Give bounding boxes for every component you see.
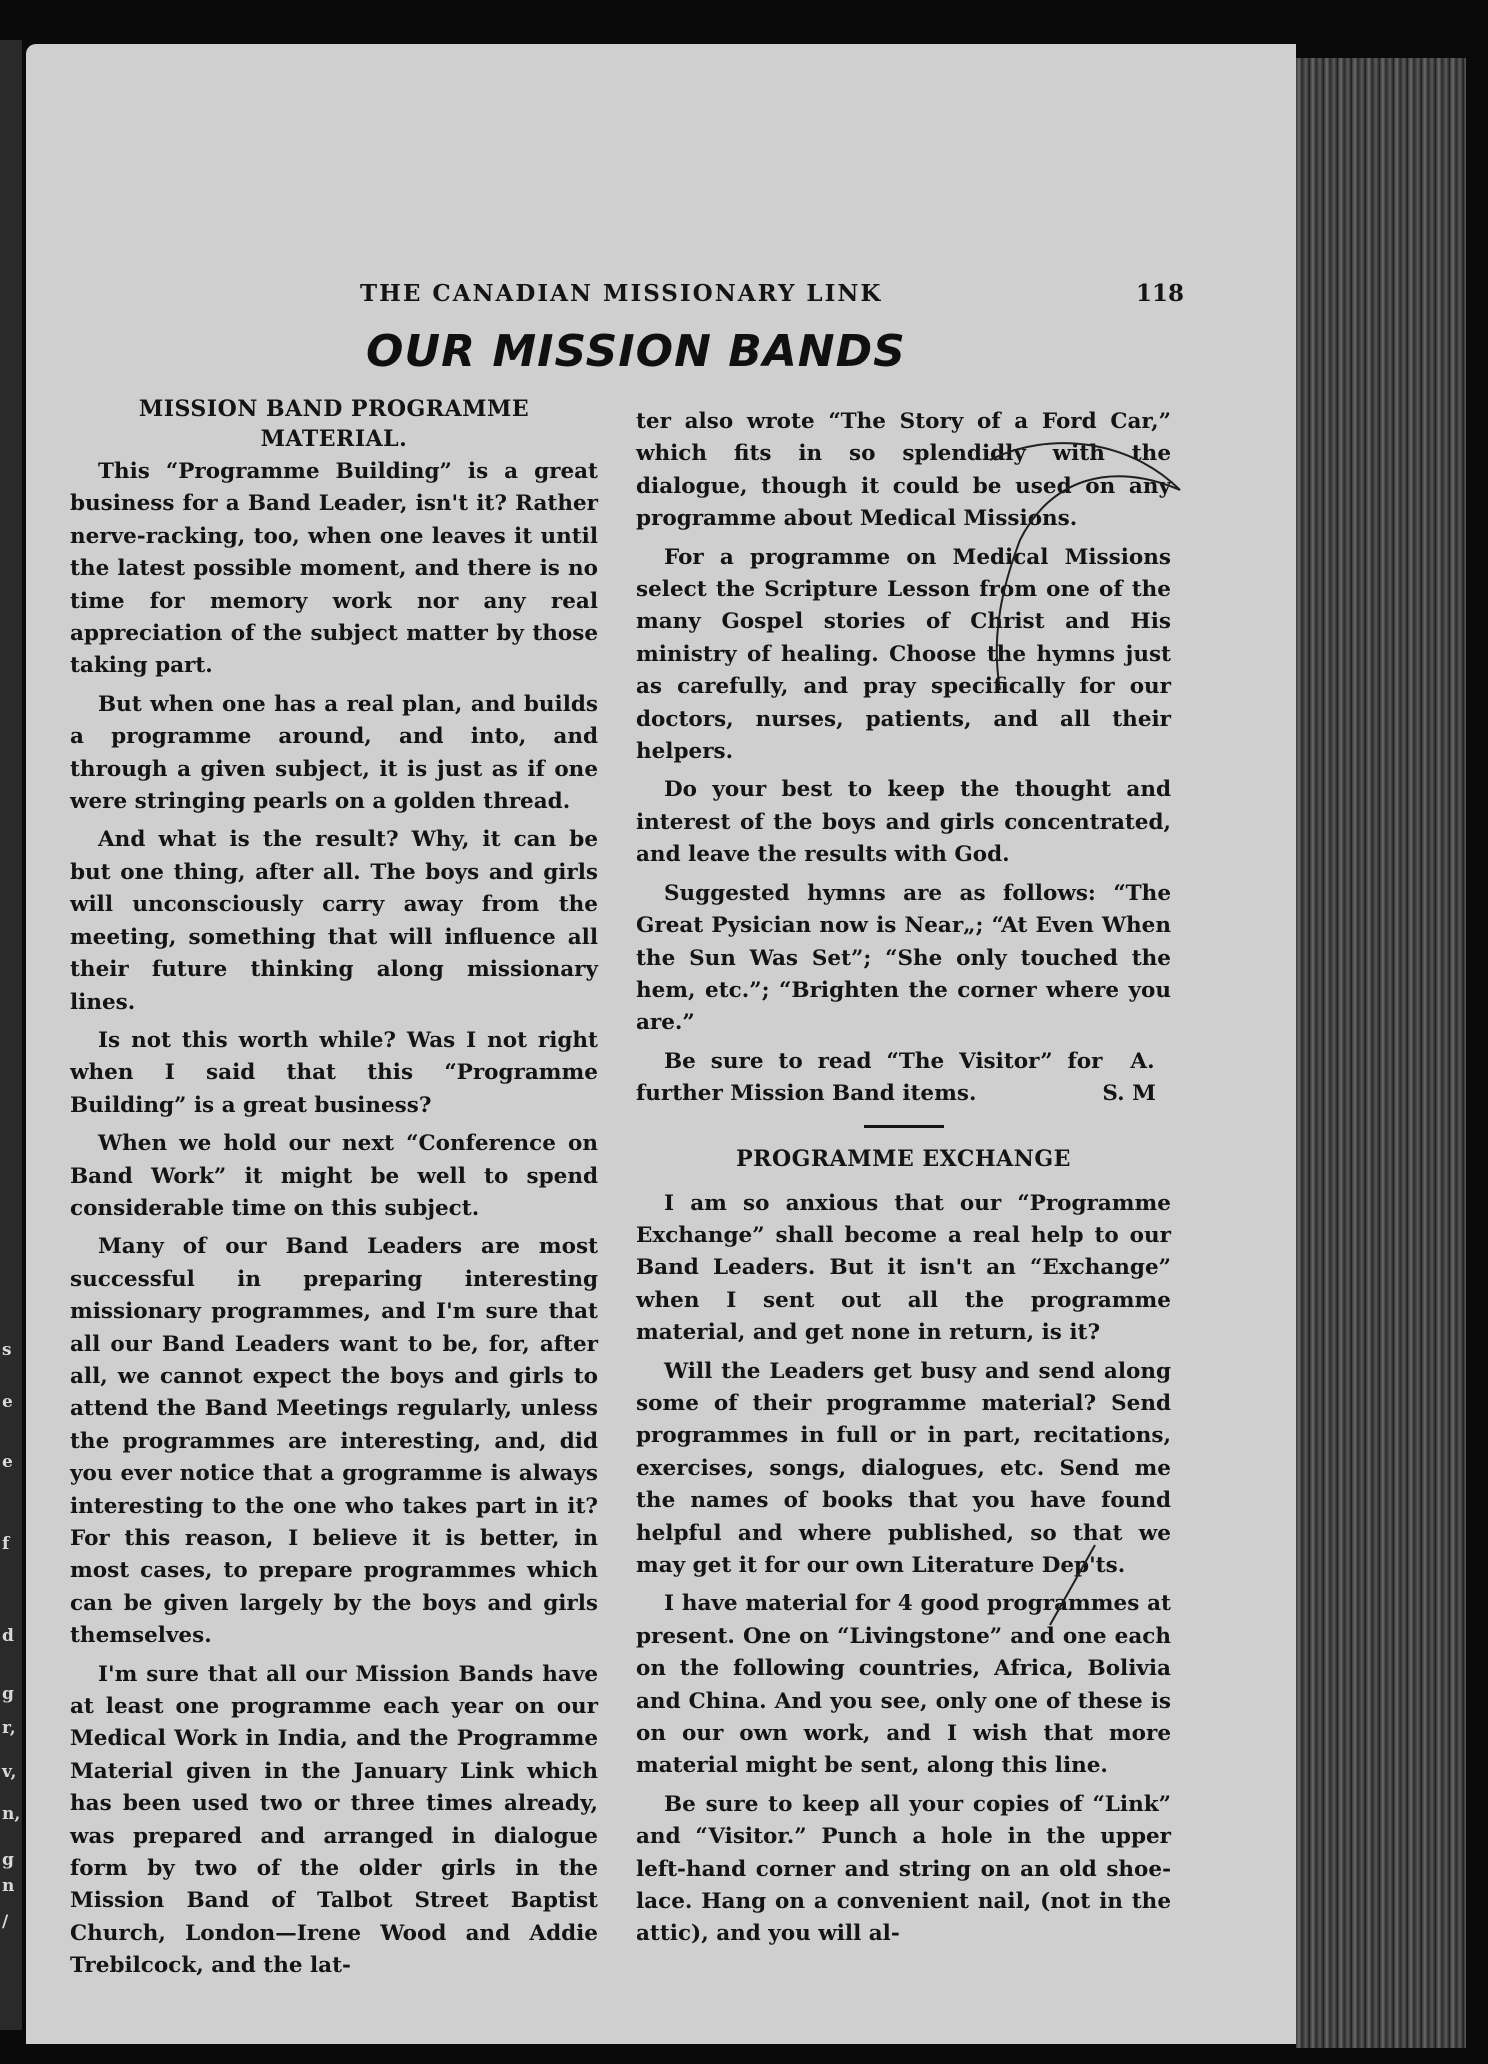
paragraph: Be sure to read “The Visitor” for further Mission Band items. <box>636 1048 1103 1107</box>
margin-fragment: / <box>2 1912 9 1932</box>
margin-fragment: g <box>2 1684 14 1704</box>
paragraph: Suggested hymns are as follows: “The Great Pysician now is Near„; “At Even When the Sun Was Set”; “She only touched the hem, etc.”; “Brighten the corner where you are.” <box>636 880 1171 1036</box>
margin-fragment: e <box>2 1392 13 1412</box>
article-title: PROGRAMME EXCHANGE <box>736 1145 1071 1172</box>
book-spine <box>1296 58 1466 2048</box>
margin-fragment: s <box>2 1340 12 1360</box>
margin-fragment: g <box>2 1850 14 1870</box>
paragraph: I'm sure that all our Mission Bands have at least one programme each year on our Medical Work in India, and the Programme Material given in the January Link which has been used two or three times already, was prepared and arranged in dialogue form by two of the older girls in the Mission Band of Talbot Street Baptist Church, London—Irene Wood and Addie Trebilcock, and the lat- <box>70 1661 598 1979</box>
right-column <box>636 406 1171 1957</box>
paragraph: But when one has a real plan, and builds a programme around, and into, and through a given subject, it is just as if one were stringing pearls on a golden thread. <box>70 691 598 815</box>
section-title: OUR MISSION BANDS <box>366 326 906 377</box>
closing-paragraph <box>636 1046 1171 1111</box>
margin-fragment: d <box>2 1626 14 1646</box>
scanned-page <box>26 44 1296 2044</box>
left-column <box>70 394 598 1989</box>
margin-fragment: f <box>2 1534 10 1554</box>
paragraph: Many of our Band Leaders are most successful in preparing interesting missionary programmes, and I'm sure that all our Band Leaders want to be, for, after all, we cannot expect the boys and girls to attend the Band Meetings regularly, unless the programmes are interesting, and, did you ever notice that a grogramme is always interesting to the one who takes part in it? For this reason, I believe it is better, in most cases, to prepare programmes which can be given largely by the boys and girls themselves. <box>70 1234 598 1649</box>
paragraph: Be sure to keep all your copies of “Link” and “Visitor.” Punch a hole in the upper left-hand corner and string on an old shoe-lace. Hang on a convenient nail, (not in the attic), and you will al- <box>636 1791 1171 1947</box>
paragraph: When we hold our next “Conference on Band Work” it might be well to spend considerable time on this subject. <box>70 1131 598 1221</box>
paragraph: Do your best to keep the thought and interest of the boys and girls concentrated, and leave the results with God. <box>636 777 1171 868</box>
running-title: THE CANADIAN MISSIONARY LINK <box>360 280 883 307</box>
page-number: 118 <box>1136 280 1185 307</box>
signature: A. S. M <box>1102 1048 1156 1107</box>
margin-fragment: e <box>2 1452 13 1472</box>
paragraph: For a programme on Medical Missions select the Scripture Lesson from one of the many Gospel stories of Christ and His ministry of healing. Choose the hymns just as carefully, and pray specifically for our doctors, nurses, patients, and all their helpers. <box>636 544 1171 765</box>
margin-fragment: n <box>2 1876 15 1896</box>
adjacent-page-edge <box>0 40 22 2030</box>
paragraph: Will the Leaders get busy and send along some of their programme material? Send programmes in full or in part, recitations, exercises, songs, dialogues, etc. Send me the names of books that you have found helpful and where published, so that we may get it for our own Literature Dep'ts. <box>636 1358 1171 1578</box>
divider <box>864 1125 944 1128</box>
paragraph: And what is the result? Why, it can be but one thing, after all. The boys and girls will unconsciously carry away from the meeting, something that will influence all their future thinking along missionary lines. <box>70 827 598 1015</box>
paragraph: I have material for 4 good programmes at present. One on “Livingstone” and one each on the following countries, Africa, Bolivia and China. And you see, only one of these is on our own work, and I wish that more material might be sent, along this line. <box>636 1591 1171 1779</box>
article-title: MISSION BAND PROGRAMME MATERIAL. <box>138 396 530 452</box>
margin-fragment: r, <box>2 1718 16 1738</box>
paragraph: I am so anxious that our “Programme Exchange” shall become a real help to our Band Leaders. But it isn't an “Exchange” when I sent out all the programme material, and get none in return, is it? <box>636 1190 1171 1346</box>
paragraph: Is not this worth while? Was I not right when I said that this “Programme Building” is a great business? <box>70 1027 598 1118</box>
paragraph: ter also wrote “The Story of a Ford Car,” which fits in so splendidly with the dialogue, though it could be used on any programme about Medical Missions. <box>636 409 1171 532</box>
paragraph: This “Programme Building” is a great business for a Band Leader, isn't it? Rather nerve-racking, too, when one leaves it until the latest possible moment, and there is no time for memory work nor any real appreciation of the subject matter by those taking part. <box>70 459 598 679</box>
margin-fragment: n, <box>2 1804 21 1824</box>
margin-fragment: v, <box>2 1762 17 1782</box>
